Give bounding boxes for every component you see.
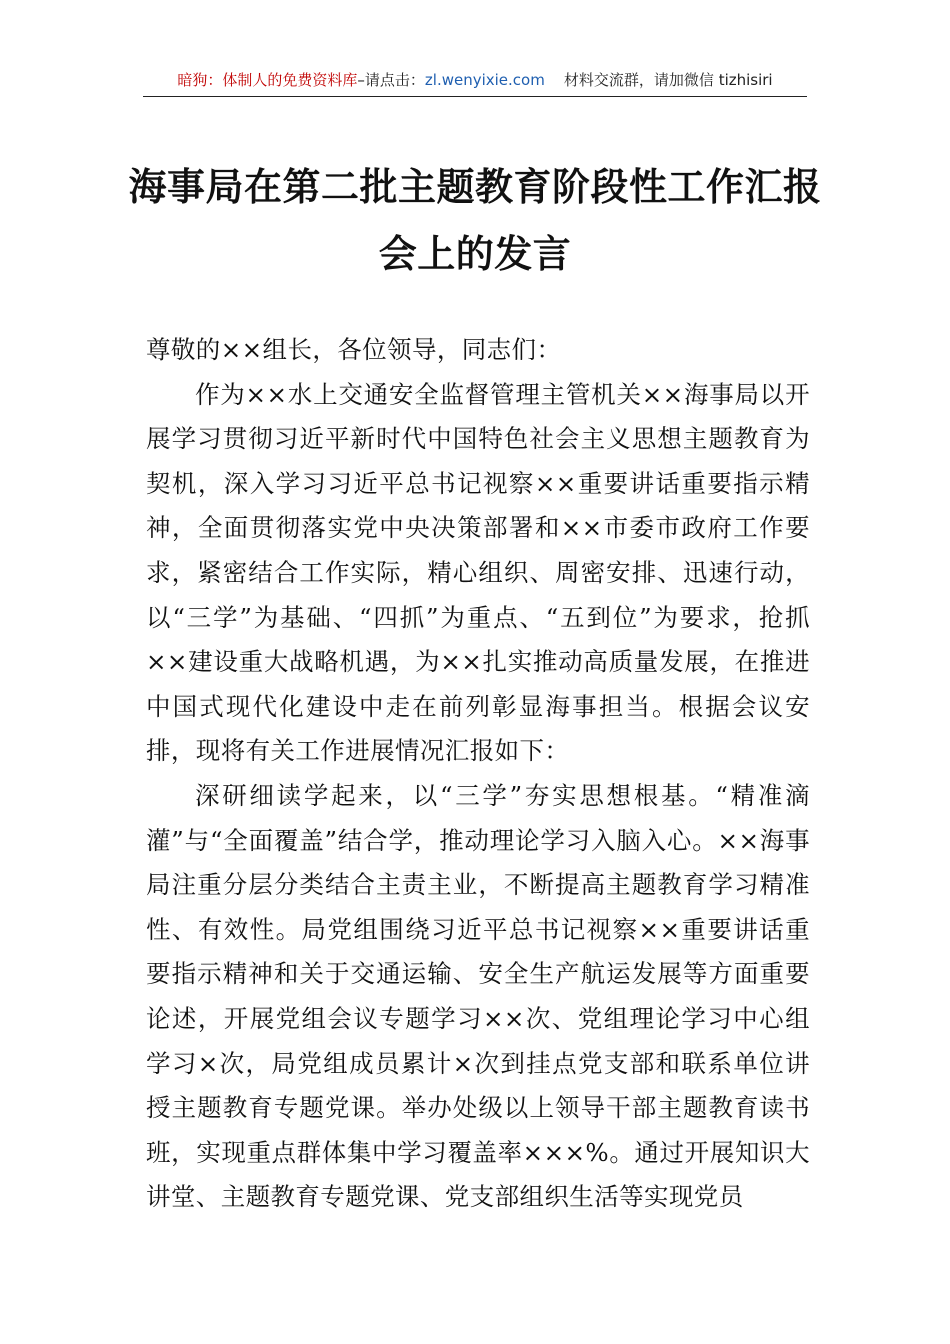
page-header — [143, 68, 807, 97]
header-link[interactable]: zl.wenyixie.com — [424, 71, 545, 89]
header-contact: 材料交流群，请加微信 tizhisiri — [563, 71, 773, 89]
header-site-name: 暗狗：体制人的免费资料库 — [177, 71, 358, 89]
document-title-line-1: 海事局在第二批主题教育阶段性工作汇报 — [128, 164, 822, 209]
salutation: 尊敬的××组长，各位领导，同志们： — [146, 335, 562, 364]
header-click-prompt: –请点击： — [357, 71, 425, 89]
document-body — [146, 328, 810, 1220]
paragraph-1: 作为××水上交通安全监督管理主管机关××海事局以开展学习贯彻习近平新时代中国特色社会主义思想主题教育为契机，深入学习习近平总书记视察××重要讲话重要指示精神，全面贯彻落实党中央决策部署和××市委市政府工作要求，紧密结合工作实际，精心组织、周密安排、迅速行动，以“三学”为基础、“四抓”为重点、“五到位”为要求，抢抓××建设重大战略机遇，为××扎实推动高质量发展，在推进中国式现代化建设中走在前列彰显海事担当。根据会议安排，现将有关工作进展情况汇报如下： — [146, 379, 810, 766]
paragraph-2: 深研细读学起来，以“三学”夯实思想根基。“精准滴灌”与“全面覆盖”结合学，推动理论学习入脑入心。××海事局注重分层分类结合主责主业，不断提高主题教育学习精准性、有效性。局党组围绕习近平总书记视察××重要讲话重要指示精神和关于交通运输、安全生产航运发展等方面重要论述，开展党组会议专题学习××次、党组理论学习中心组学习×次，局党组成员累计×次到挂点党支部和联系单位讲授主题教育专题党课。举办处级以上领导干部主题教育读书班，实现重点群体集中学习覆盖率×××%。通过开展知识大讲堂、主题教育专题党课、党支部组织生活等实现党员 — [146, 780, 810, 1212]
document-title-line-2: 会上的发言 — [378, 231, 572, 276]
